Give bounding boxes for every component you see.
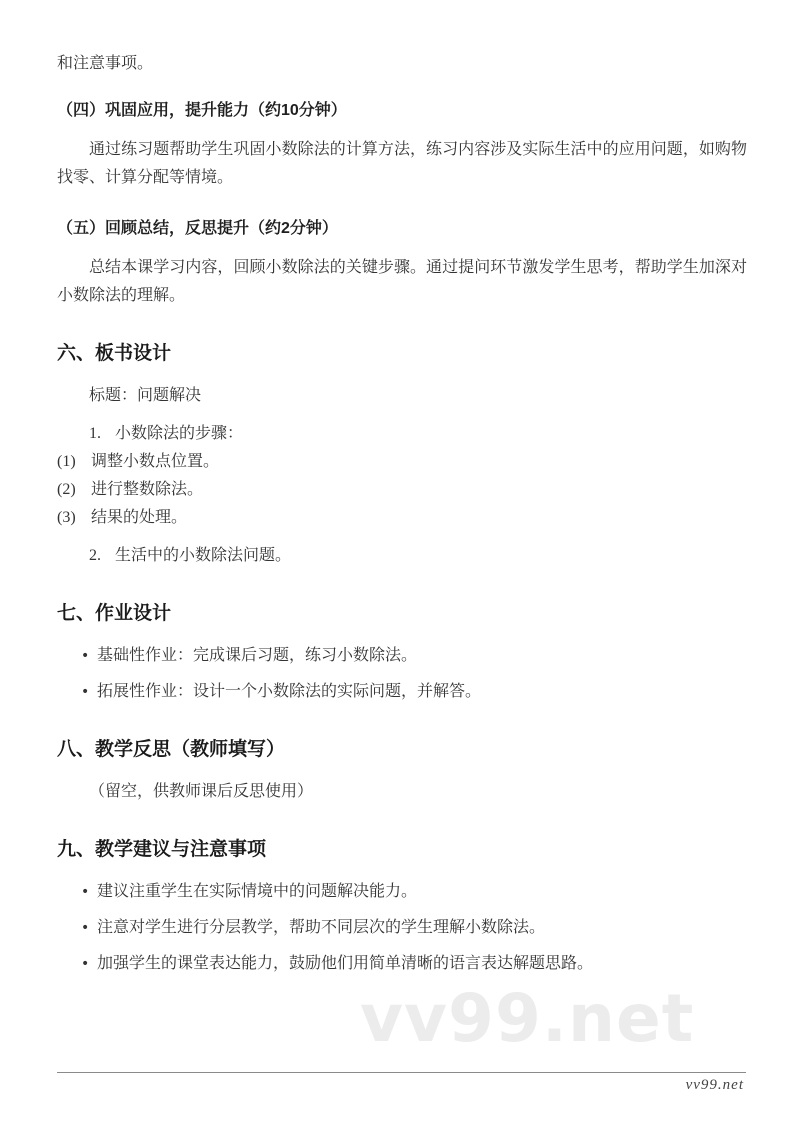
list-text: 小数除法的步骤： <box>115 425 244 442</box>
document-content <box>57 50 747 986</box>
list-number: 2. <box>89 547 101 564</box>
step4-heading: （四）巩固应用，提升能力（约10分钟） <box>57 102 347 119</box>
list-text: 基础性作业：完成课后习题，练习小数除法。 <box>97 647 418 664</box>
homework-list <box>57 642 747 706</box>
suggestions-list <box>57 878 747 978</box>
list-item <box>57 878 747 906</box>
list-number: (3) <box>57 509 76 526</box>
board-item-2 <box>57 542 747 570</box>
list-text: 建议注重学生在实际情境中的问题解决能力。 <box>97 883 418 900</box>
list-number: (2) <box>57 481 76 498</box>
list-item <box>57 678 747 706</box>
board-subitem-3 <box>57 504 747 532</box>
section8-heading: 八、教学反思（教师填写） <box>57 739 286 760</box>
list-number: 1. <box>89 425 101 442</box>
list-text: 生活中的小数除法问题。 <box>115 547 292 564</box>
list-text: 调整小数点位置。 <box>91 453 220 470</box>
section7-heading: 七、作业设计 <box>57 603 172 624</box>
list-text: 进行整数除法。 <box>91 481 204 498</box>
board-item-1 <box>57 420 747 448</box>
list-text: 注意对学生进行分层教学，帮助不同层次的学生理解小数除法。 <box>97 919 546 936</box>
board-subitem-1 <box>57 448 747 476</box>
watermark-text: vv99.net <box>360 980 695 1057</box>
step5-heading: （五）回顾总结，反思提升（约2分钟） <box>57 220 338 237</box>
continuation-paragraph: 和注意事项。 <box>57 55 154 72</box>
step4-paragraph: 通过练习题帮助学生巩固小数除法的计算方法，练习内容涉及实际生活中的应用问题，如购物找零、计算分配等情境。 <box>57 141 747 186</box>
step5-paragraph: 总结本课学习内容，回顾小数除法的关键步骤。通过提问环节激发学生思考，帮助学生加深对小数除法的理解。 <box>57 259 747 304</box>
section6-heading: 六、板书设计 <box>57 343 172 364</box>
footer-divider <box>57 1072 746 1073</box>
list-text: 拓展性作业：设计一个小数除法的实际问题，并解答。 <box>97 683 482 700</box>
list-text: 结果的处理。 <box>91 509 188 526</box>
board-subitem-2 <box>57 476 747 504</box>
section9-heading: 九、教学建议与注意事项 <box>57 839 267 860</box>
list-item <box>57 950 747 978</box>
list-item <box>57 642 747 670</box>
footer-site-text: vv99.net <box>685 1077 744 1093</box>
list-item <box>57 914 747 942</box>
list-number: (1) <box>57 453 76 470</box>
section8-paragraph: （留空，供教师课后反思使用） <box>89 783 314 800</box>
list-text: 加强学生的课堂表达能力，鼓励他们用简单清晰的语言表达解题思路。 <box>97 955 594 972</box>
board-title-line: 标题：问题解决 <box>89 387 202 404</box>
